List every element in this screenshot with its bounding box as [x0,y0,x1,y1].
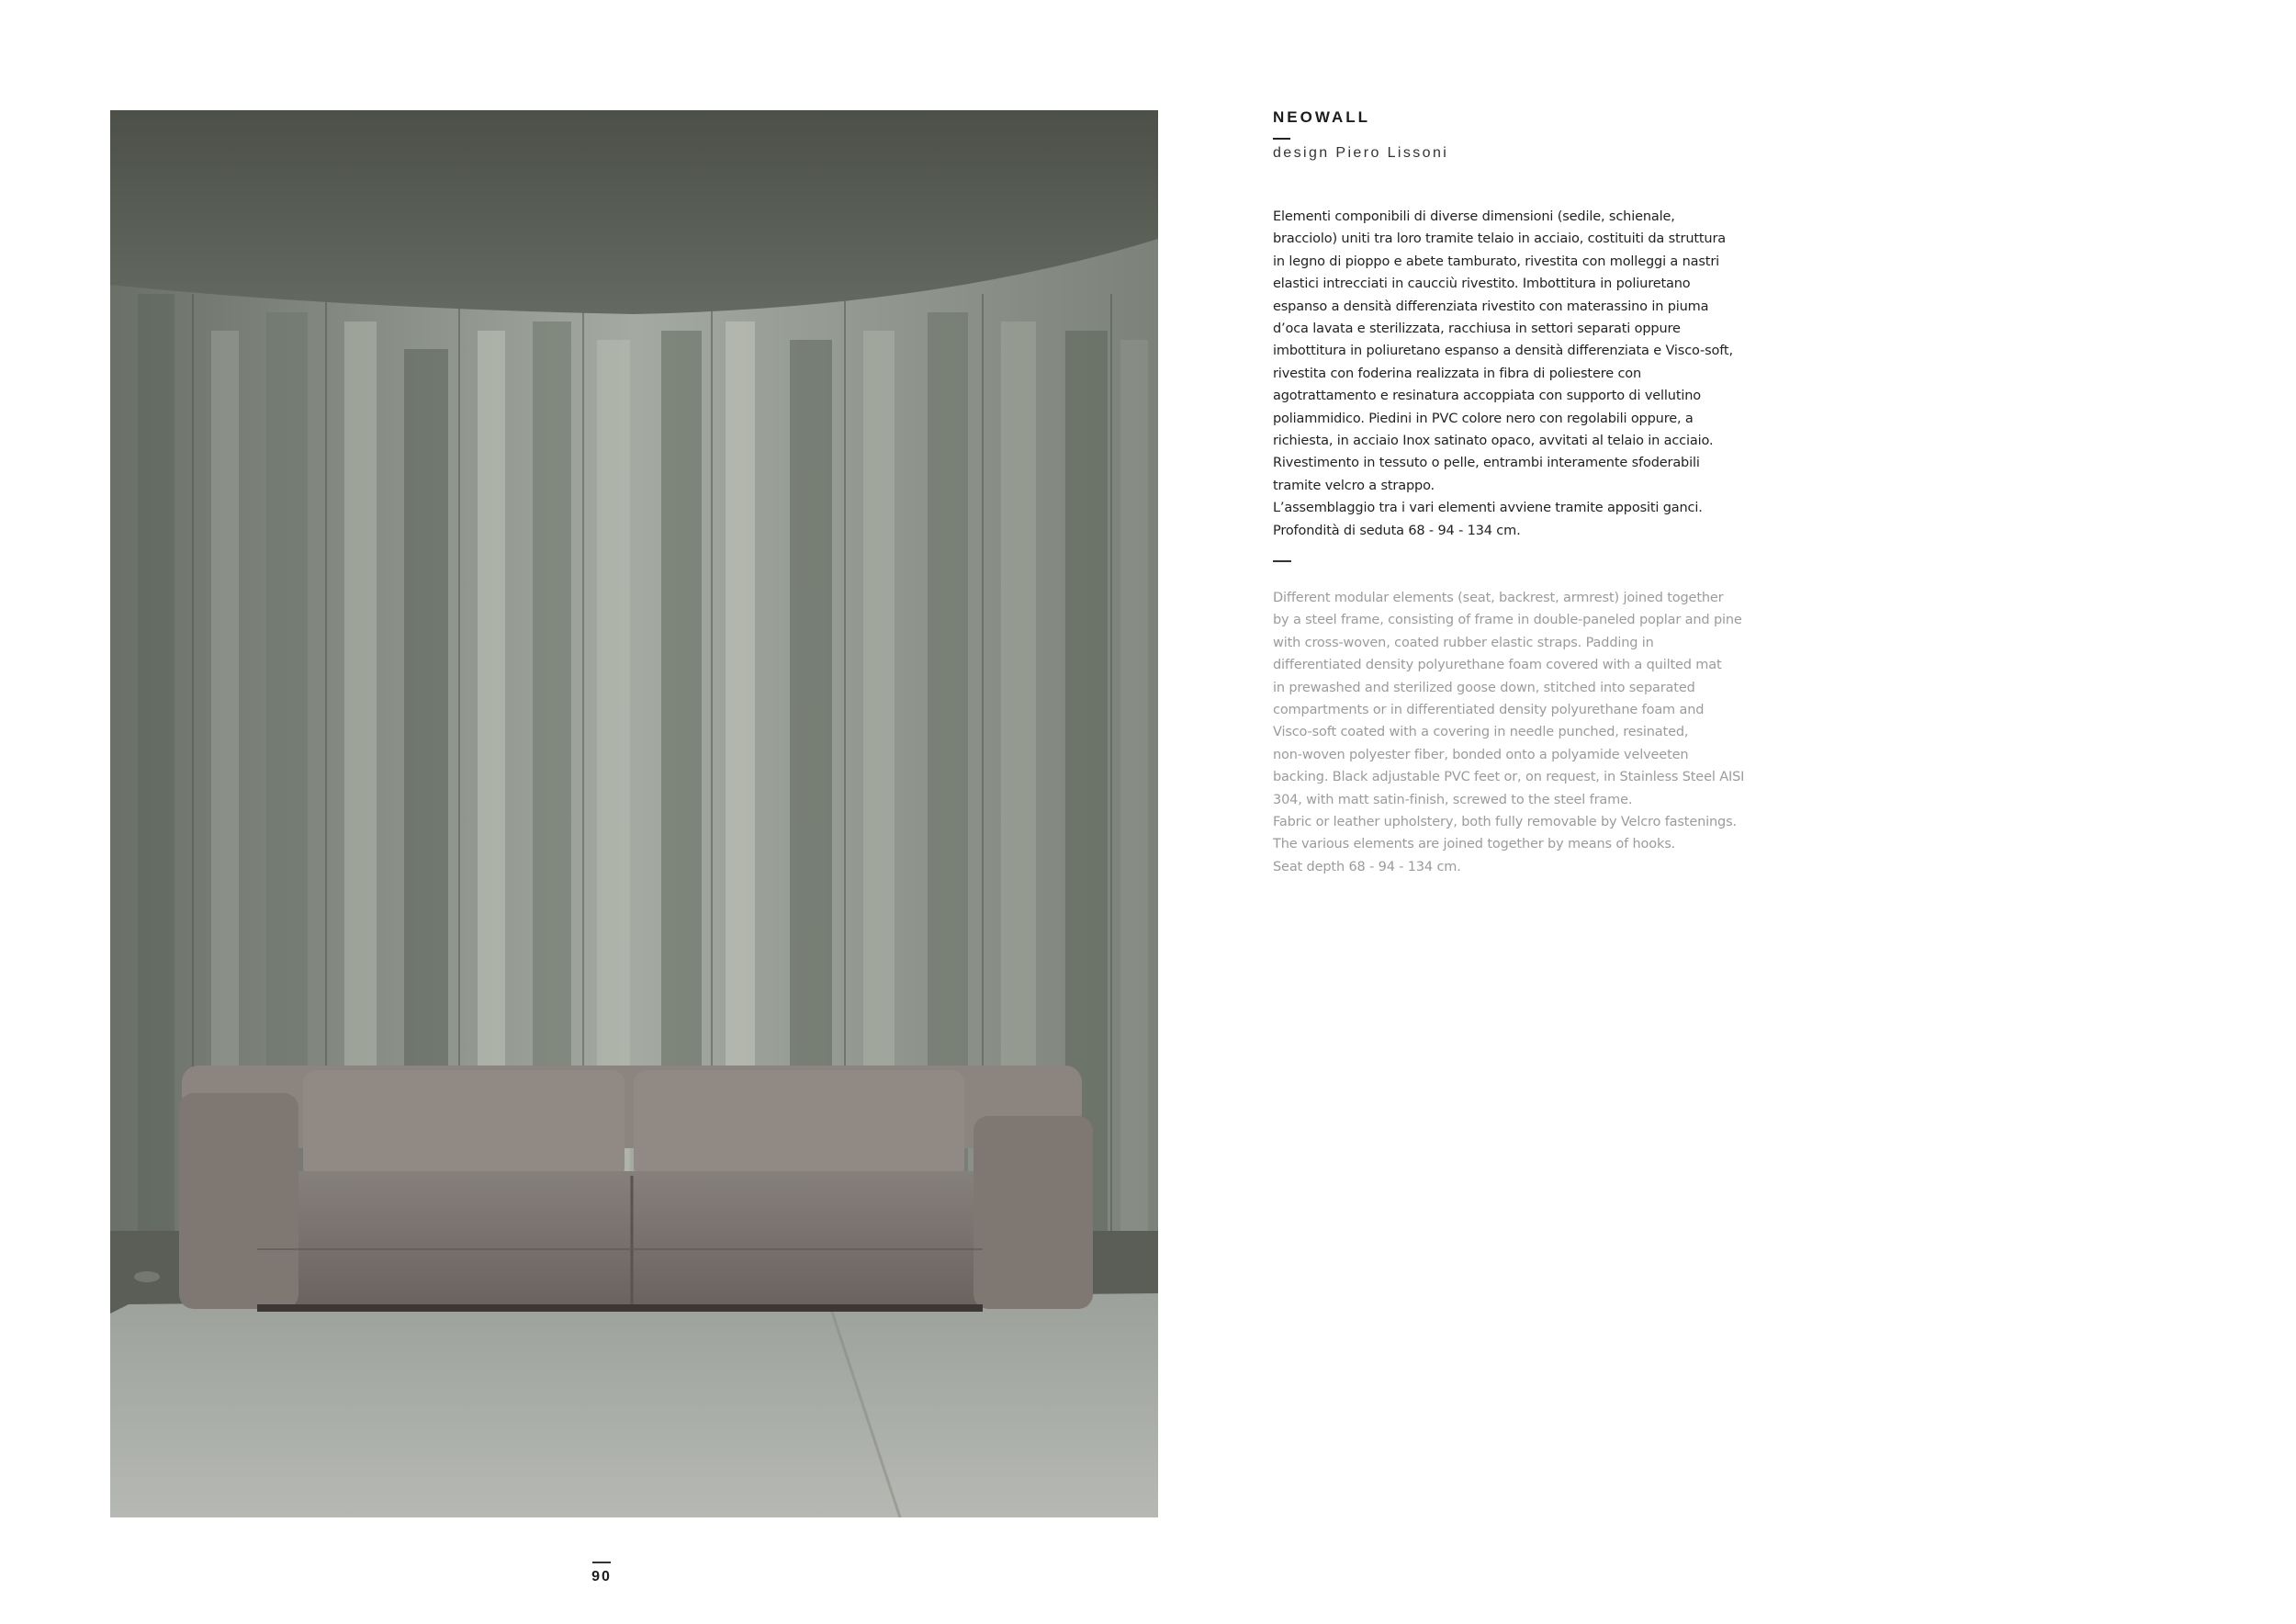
description-line: espanso a densità differenziata rivestito con materassino in piuma [1273,299,1709,314]
description-line: Fabric or leather upholstery, both fully removable by Velcro fastenings. [1273,815,1737,830]
description-line: Profondità di seduta 68 - 94 - 134 cm. [1273,523,1521,538]
description-line: L’assemblaggio tra i vari elementi avviene tramite appositi ganci. [1273,501,1703,516]
product-photo [110,110,1158,1517]
description-line: backing. Black adjustable PVC feet or, on request, in Stainless Steel AISI [1273,770,1745,785]
description-line: 304, with matt satin-finish, screwed to the steel frame. [1273,792,1633,807]
description-line: tramite velcro a strappo. [1273,478,1435,493]
description-line: Rivestimento in tessuto o pelle, entrambi interamente sfoderabili [1273,456,1700,471]
description-line: The various elements are joined together by means of hooks. [1273,837,1676,852]
description-line: agotrattamento e resinatura accoppiata con supporto di vellutino [1273,389,1701,404]
description-line: with cross-woven, coated rubber elastic straps. Padding in [1273,635,1654,650]
description-line: rivestita con foderina realizzata in fibra di poliestere con [1273,366,1642,381]
description-line: non-woven polyester fiber, bonded onto a polyamide velveeten [1273,747,1689,762]
description-line: in prewashed and sterilized goose down, stitched into separated [1273,680,1695,695]
description-line: Elementi componibili di diverse dimensioni (sedile, schienale, [1273,209,1675,224]
description-line: bracciolo) uniti tra loro tramite telaio in acciaio, costituiti da struttura [1273,231,1727,247]
page-number: 90 [591,1568,612,1585]
description-line: Different modular elements (seat, backrest, armrest) joined together [1273,591,1724,605]
title-divider [1273,138,1290,140]
designer-credit: design Piero Lissoni [1273,145,1449,161]
product-text-column [1273,108,1750,874]
description-line: in legno di pioppo e abete tamburato, rivestita con molleggi a nastri [1273,254,1720,269]
description-line: differentiated density polyurethane foam covered with a quilted mat [1273,658,1722,673]
description-line: richiesta, in acciaio Inox satinato opaco, avvitati al telaio in acciaio. [1273,434,1714,449]
description-english [1273,587,1744,878]
description-line: Visco-soft coated with a covering in needle punched, resinated, [1273,725,1689,740]
page-folio [588,1562,615,1585]
description-line: by a steel frame, consisting of frame in double-paneled poplar and pine [1273,613,1742,628]
description-line: Seat depth 68 - 94 - 134 cm. [1273,859,1461,874]
rug [110,1293,1158,1517]
description-line: elastici intrecciati in caucciù rivestito. Imbottitura in poliuretano [1273,276,1691,292]
description-line: poliammidico. Piedini in PVC colore nero con regolabili oppure, a [1273,411,1694,426]
product-title: NEOWALL [1273,108,1370,126]
folio-divider [592,1562,611,1563]
description-line: compartments or in differentiated density polyurethane foam and [1273,703,1705,718]
description-line: imbottitura in poliuretano espanso a densità differenziata e Visco-soft, [1273,344,1733,359]
sofa [179,1066,1093,1312]
description-line: d’oca lavata e sterilizzata, racchiusa in settori separati oppure [1273,321,1681,337]
language-divider [1273,560,1291,562]
description-italian [1273,206,1733,542]
